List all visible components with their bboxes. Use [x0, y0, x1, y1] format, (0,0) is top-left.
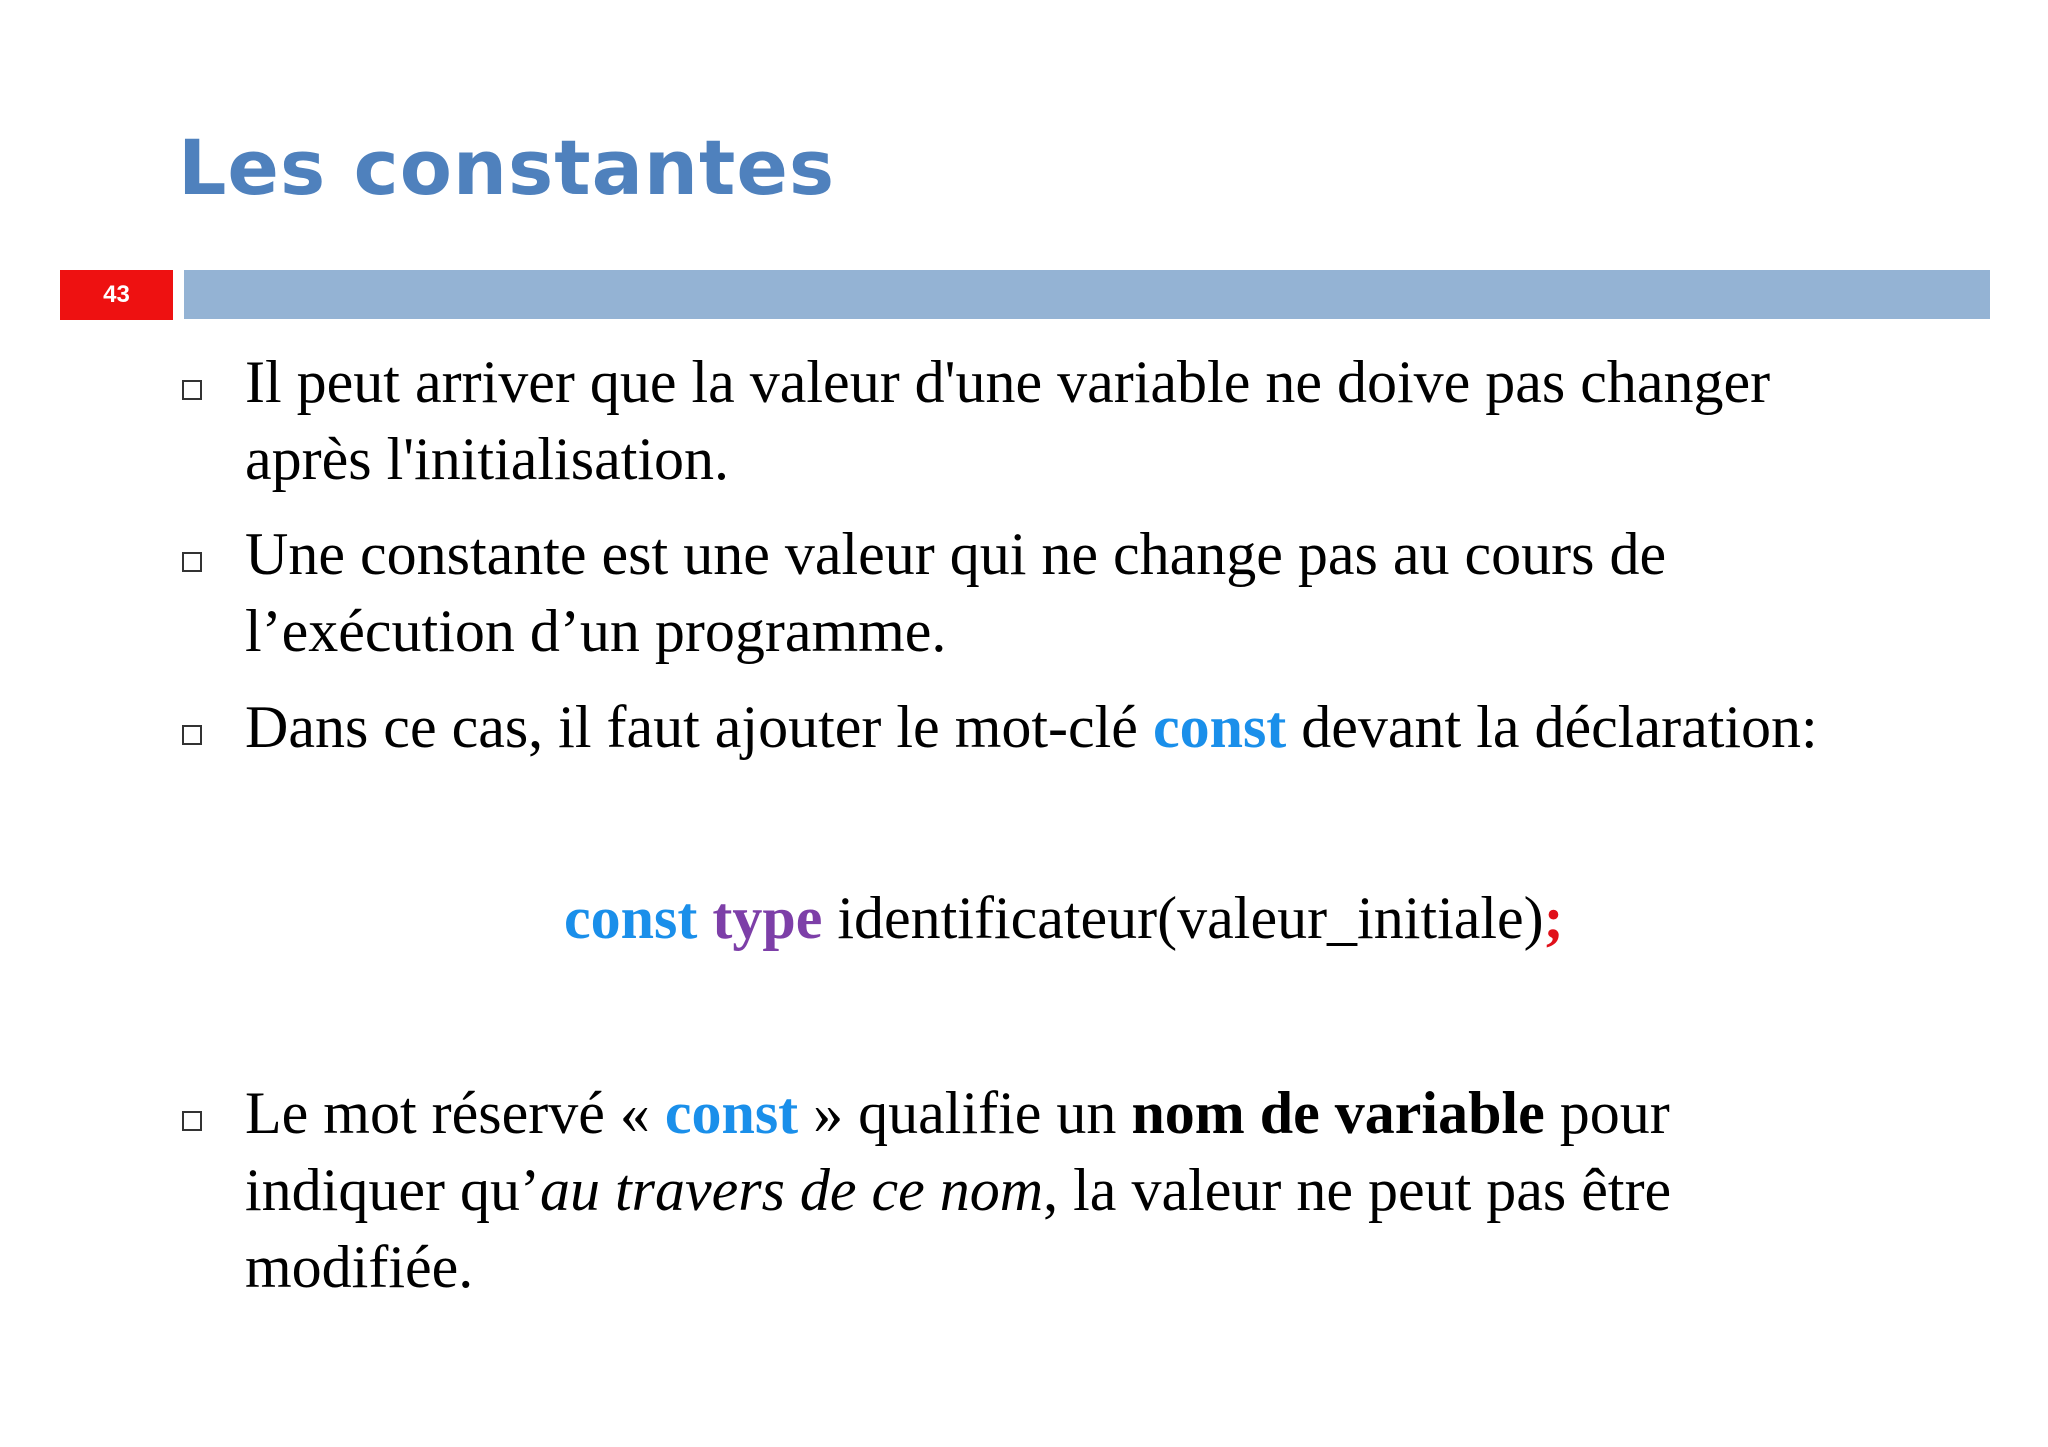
bullet-3-text-before: Dans ce cas, il faut ajouter le mot-clé	[245, 694, 1153, 760]
bullet-square-icon	[182, 725, 202, 745]
page-number-badge: 43	[60, 270, 173, 320]
bullet-4-part-4: indiquer qu’	[245, 1157, 540, 1223]
bullet-square-icon	[182, 552, 202, 572]
bullet-3-text-after: devant la déclaration:	[1286, 694, 1818, 760]
code-syntax-line	[564, 880, 1564, 957]
bullet-4-part-5: , la valeur ne peut pas être	[1043, 1157, 1672, 1223]
bullet-2-line-1: Une constante est une valeur qui ne change pas au cours de	[245, 521, 1667, 587]
code-space	[697, 885, 712, 951]
bullet-text-2	[245, 516, 1985, 670]
italic-phrase: au travers de ce nom	[539, 1157, 1044, 1223]
bullet-1-line-2: après l'initialisation.	[245, 426, 730, 492]
bullet-text-4	[245, 1075, 1985, 1306]
slide-title: Les constantes	[178, 123, 836, 212]
bullet-1-line-1: Il peut arriver que la valeur d'une variable ne doive pas changer	[245, 349, 1771, 415]
bullet-square-icon	[182, 380, 202, 400]
bullet-4-part-3: pour	[1544, 1080, 1670, 1146]
bullet-2-line-2: l’exécution d’un programme.	[245, 598, 947, 664]
code-semicolon: ;	[1543, 885, 1564, 951]
keyword-const: const	[1152, 694, 1287, 760]
code-keyword-type: type	[712, 885, 823, 951]
bullet-4-line-1	[245, 1075, 1985, 1152]
bullet-text-3	[245, 689, 1985, 766]
bullet-4-part-1: Le mot réservé «	[245, 1080, 665, 1146]
code-identifier: identificateur(valeur_initiale)	[822, 885, 1544, 951]
bullet-4-line-3: modifiée.	[245, 1234, 474, 1300]
bullet-text-1	[245, 344, 1985, 498]
code-keyword-const: const	[564, 885, 698, 951]
bold-nom-de-variable: nom de variable	[1131, 1080, 1545, 1146]
keyword-const: const	[664, 1080, 799, 1146]
bullet-square-icon	[182, 1111, 202, 1131]
bullet-4-part-2: » qualifie un	[798, 1080, 1132, 1146]
title-underline-bar	[184, 270, 1990, 319]
bullet-4-line-2	[245, 1152, 1985, 1229]
